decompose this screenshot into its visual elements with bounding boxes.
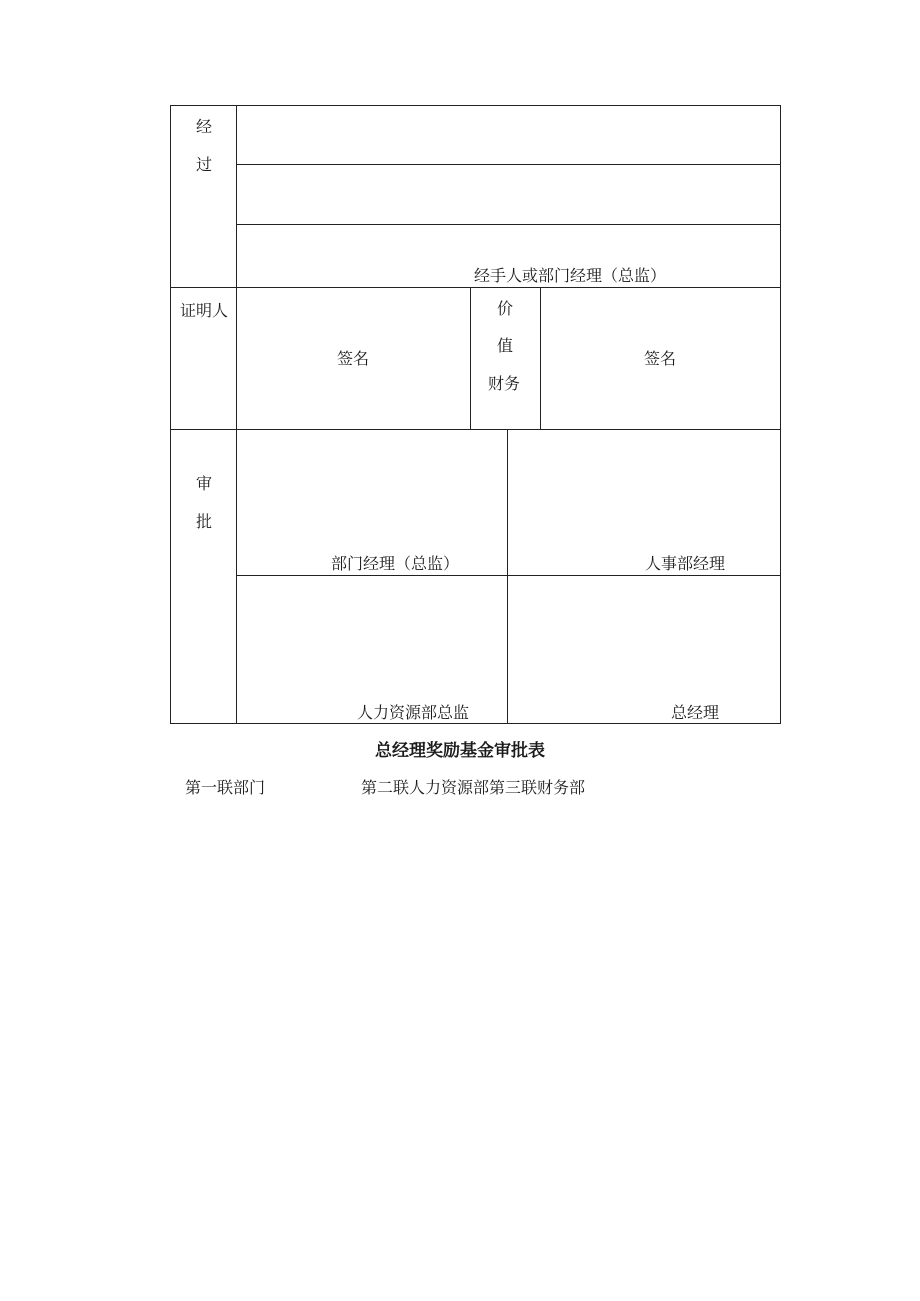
process-label-char-1: 经 [195,117,212,136]
hr-manager-label: 人事部经理 [645,554,726,573]
approval-label-char-1: 审 [195,474,212,493]
approval-column-divider [507,429,508,724]
finance-label: 财务 [488,374,521,393]
process-row-divider-1 [236,164,781,165]
witness-label: 证明人 [180,301,229,320]
process-label-char-2: 过 [195,155,212,174]
witness-divider-2 [540,287,541,429]
copy-2-3-label: 第二联人力资源部第三联财务部 [361,778,586,797]
value-label-char-2: 值 [496,336,513,355]
finance-signature-label: 签名 [644,349,677,368]
approval-label-char-2: 批 [195,512,212,531]
dept-manager-label: 部门经理（总监） [331,554,460,573]
general-manager-label: 总经理 [671,703,720,722]
form-title: 总经理奖励基金审批表 [375,741,545,761]
section-divider-witness [170,429,781,430]
approval-row-divider [236,575,781,576]
value-label-char-1: 价 [496,299,513,318]
process-sign-label: 经手人或部门经理（总监） [474,266,667,285]
label-column-divider [236,105,237,724]
process-row-divider-2 [236,224,781,225]
hr-director-label: 人力资源部总监 [357,703,470,722]
witness-signature-label: 签名 [337,349,370,368]
witness-divider-1 [470,287,471,429]
approval-form-table [170,105,781,724]
section-divider-process [170,287,781,288]
copy-1-label: 第一联部门 [185,778,266,797]
